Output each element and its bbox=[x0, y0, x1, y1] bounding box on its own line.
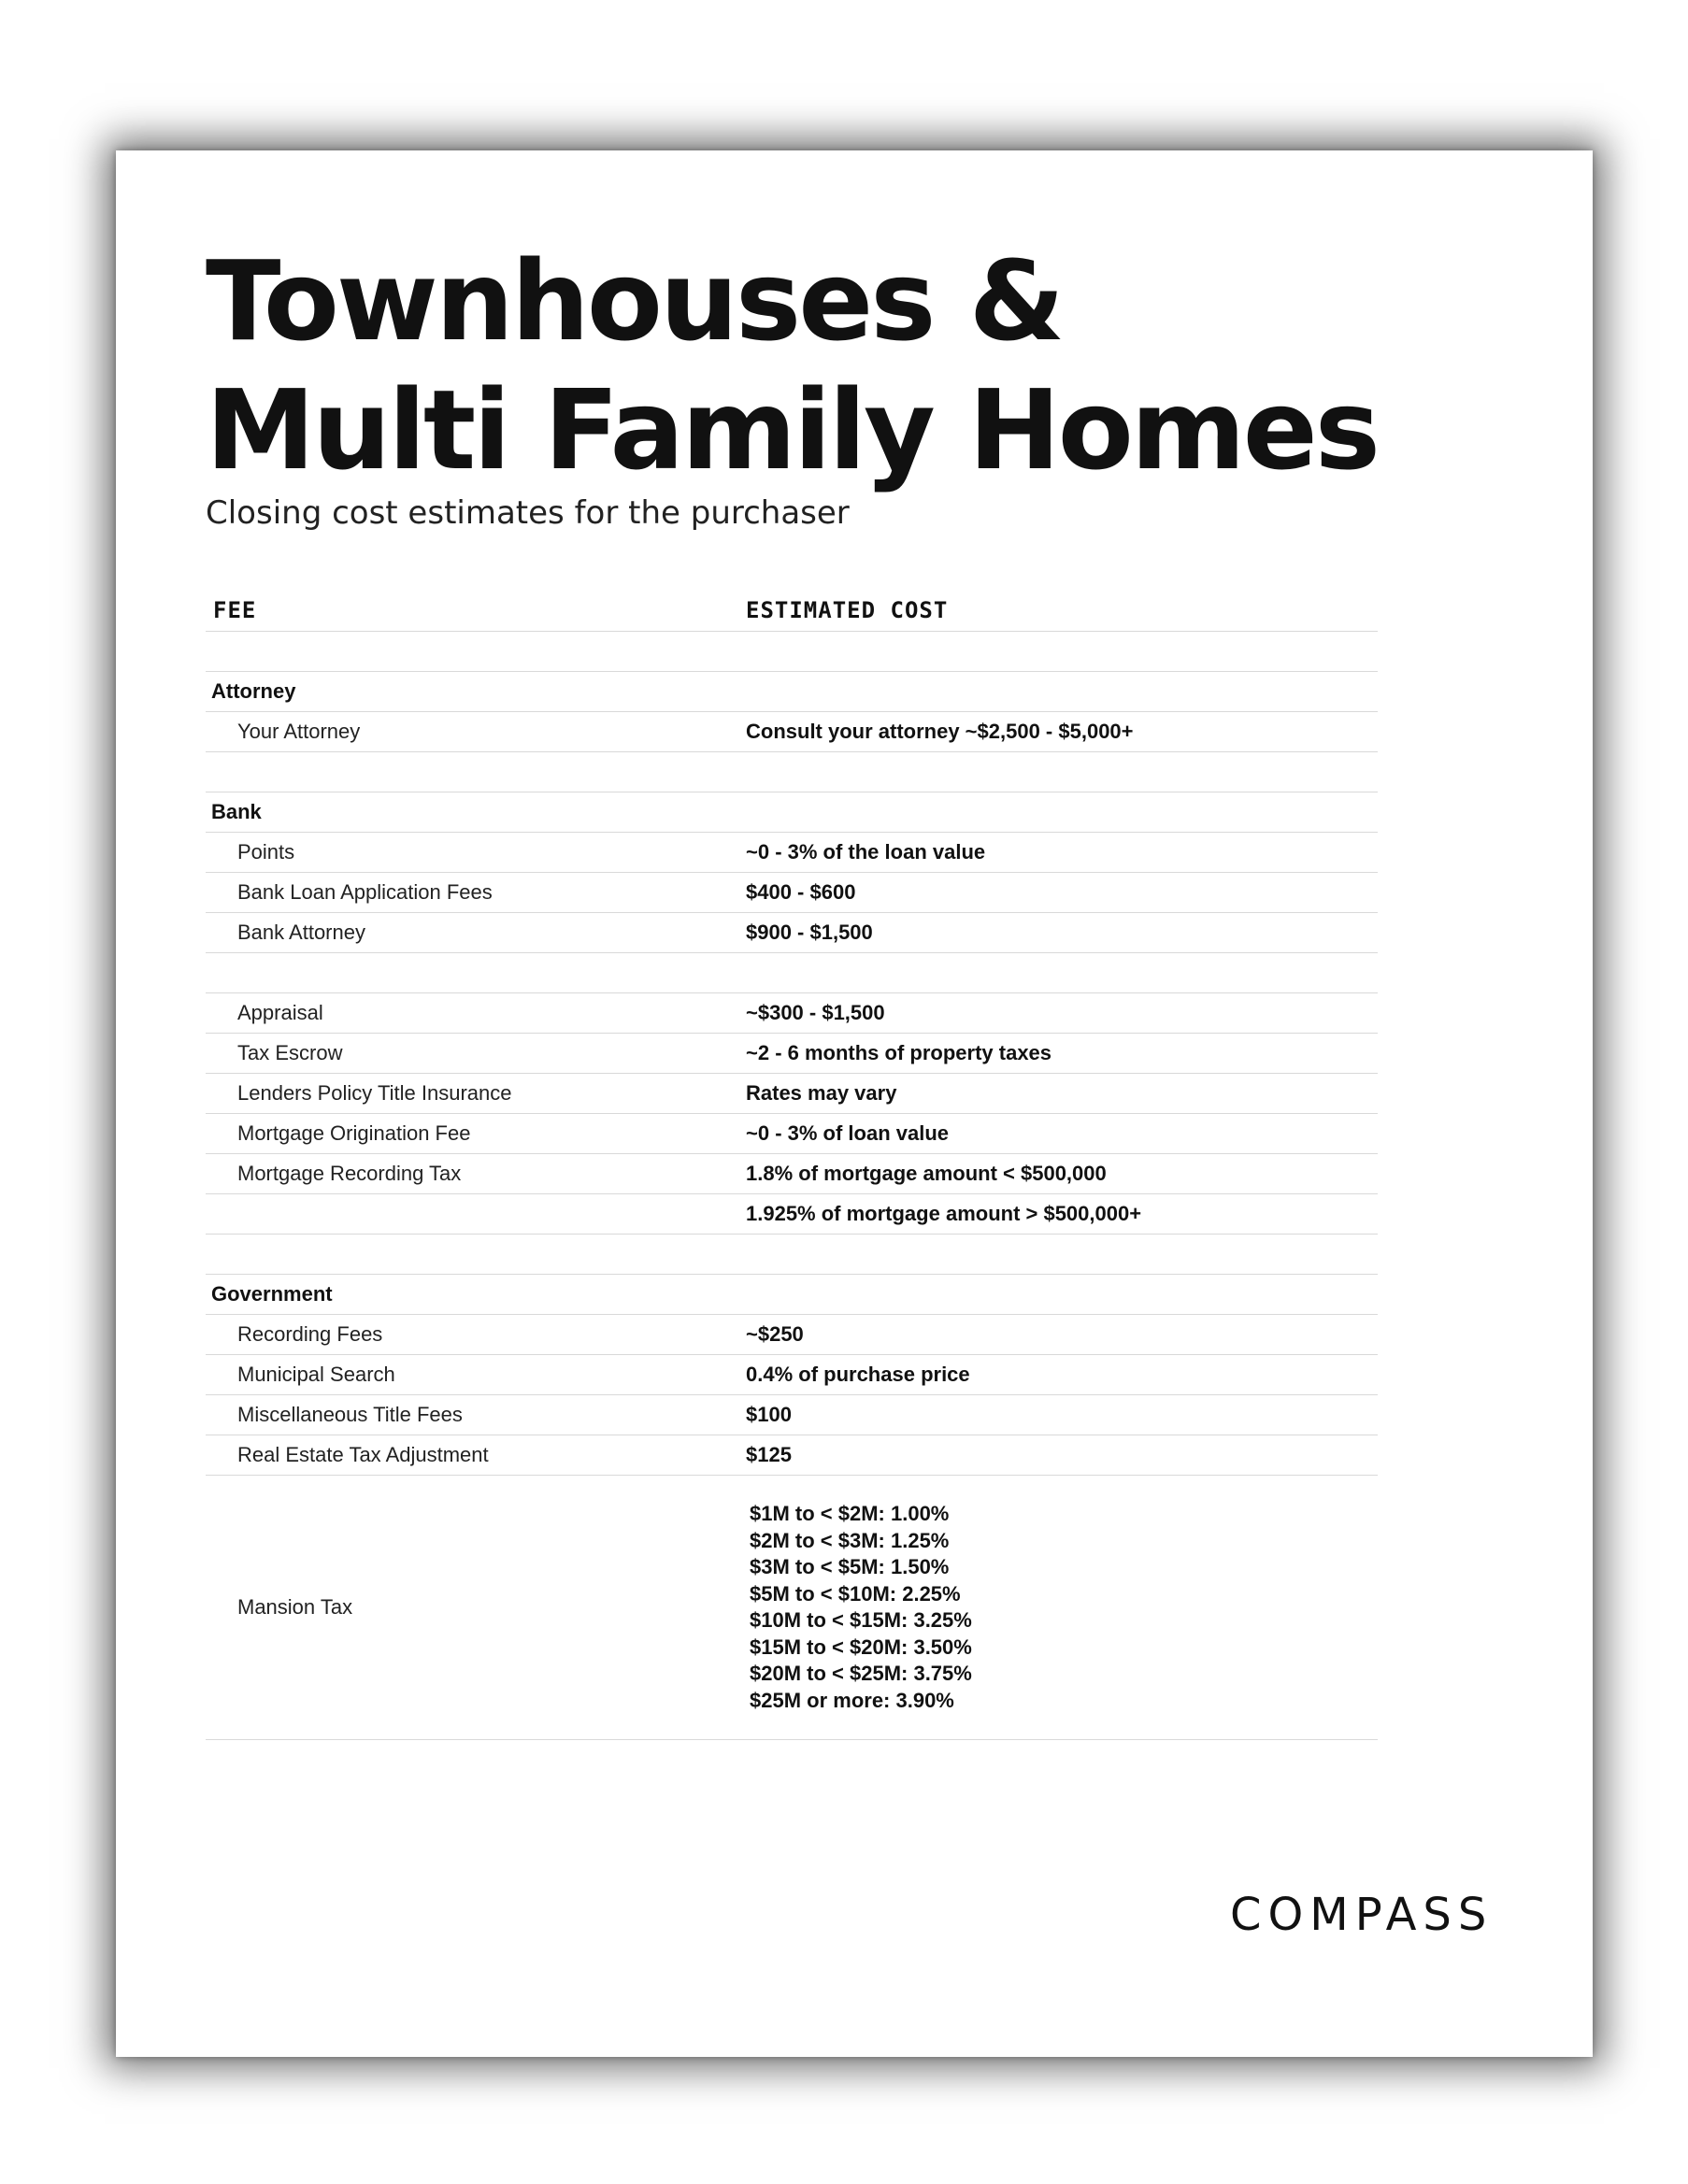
table-row bbox=[206, 1194, 1378, 1235]
fee-column-header: FEE bbox=[213, 597, 257, 623]
mansion-tax-tier: $3M to < $5M: 1.50% bbox=[750, 1555, 950, 1578]
table-header bbox=[206, 590, 1378, 632]
section-row-bank bbox=[206, 792, 1378, 833]
fee-label: Municipal Search bbox=[237, 1363, 395, 1386]
document-page bbox=[116, 150, 1593, 2057]
mansion-tax-tiers bbox=[746, 1501, 972, 1714]
page-subtitle: Closing cost estimates for the purchaser bbox=[206, 494, 850, 532]
mansion-tax-tier: $2M to < $3M: 1.25% bbox=[750, 1528, 950, 1552]
fee-label: Bank Loan Application Fees bbox=[237, 880, 493, 904]
cost-value: $125 bbox=[746, 1443, 792, 1466]
table-row bbox=[206, 1034, 1378, 1074]
cost-value: 0.4% of purchase price bbox=[746, 1363, 970, 1386]
mansion-tax-tier: $5M to < $10M: 2.25% bbox=[750, 1581, 961, 1606]
table-spacer-row bbox=[206, 1235, 1378, 1275]
cost-value: Rates may vary bbox=[746, 1081, 897, 1105]
cost-value: ~$300 - $1,500 bbox=[746, 1001, 885, 1024]
cost-value: Consult your attorney ~$2,500 - $5,000+ bbox=[746, 720, 1134, 743]
cost-value: ~0 - 3% of the loan value bbox=[746, 840, 986, 864]
table-row bbox=[206, 873, 1378, 913]
cost-value: 1.925% of mortgage amount > $500,000+ bbox=[746, 1202, 1142, 1225]
fee-label: Real Estate Tax Adjustment bbox=[237, 1443, 489, 1466]
page-title-line-1: Townhouses & bbox=[206, 236, 1063, 365]
table-row bbox=[206, 1114, 1378, 1154]
fee-label: Mortgage Origination Fee bbox=[237, 1121, 471, 1145]
cost-value: $100 bbox=[746, 1403, 792, 1426]
fee-label: Recording Fees bbox=[237, 1322, 383, 1346]
closing-cost-table bbox=[206, 590, 1378, 1740]
section-label: Bank bbox=[211, 800, 262, 823]
table-row-mansion-tax bbox=[206, 1476, 1378, 1740]
mansion-tax-tier: $15M to < $20M: 3.50% bbox=[750, 1634, 972, 1659]
cost-value: ~2 - 6 months of property taxes bbox=[746, 1041, 1052, 1064]
fee-label: Mortgage Recording Tax bbox=[237, 1162, 462, 1185]
page-title-line-2: Multi Family Homes bbox=[206, 365, 1379, 494]
fee-label: Lenders Policy Title Insurance bbox=[237, 1081, 512, 1105]
fee-label: Miscellaneous Title Fees bbox=[237, 1403, 463, 1426]
table-row bbox=[206, 1315, 1378, 1355]
table-spacer-row bbox=[206, 752, 1378, 792]
mansion-tax-tier: $10M to < $15M: 3.25% bbox=[750, 1608, 972, 1632]
table-row bbox=[206, 1435, 1378, 1476]
table-row bbox=[206, 1355, 1378, 1395]
table-row bbox=[206, 1395, 1378, 1435]
mansion-tax-tier: $1M to < $2M: 1.00% bbox=[750, 1502, 950, 1525]
cost-value: $900 - $1,500 bbox=[746, 921, 873, 944]
table-row bbox=[206, 712, 1378, 752]
fee-label: Points bbox=[237, 840, 295, 864]
table-row bbox=[206, 1074, 1378, 1114]
mansion-tax-tier: $20M to < $25M: 3.75% bbox=[750, 1662, 972, 1685]
section-label: Government bbox=[211, 1282, 333, 1306]
table-row bbox=[206, 913, 1378, 953]
section-label: Attorney bbox=[211, 679, 296, 703]
cost-value: $400 - $600 bbox=[746, 880, 856, 904]
fee-label: Appraisal bbox=[237, 1001, 323, 1024]
section-row-government bbox=[206, 1275, 1378, 1315]
section-row-attorney bbox=[206, 672, 1378, 712]
table-row bbox=[206, 993, 1378, 1034]
cost-column-header: ESTIMATED COST bbox=[746, 597, 949, 623]
fee-label: Your Attorney bbox=[237, 720, 361, 743]
table-row bbox=[206, 833, 1378, 873]
fee-label: Mansion Tax bbox=[237, 1595, 353, 1619]
cost-value: ~$250 bbox=[746, 1322, 804, 1346]
cost-value: ~0 - 3% of loan value bbox=[746, 1121, 950, 1145]
table-spacer-row bbox=[206, 632, 1378, 672]
table-spacer-row bbox=[206, 953, 1378, 993]
fee-label: Tax Escrow bbox=[237, 1041, 343, 1064]
page-title bbox=[206, 236, 1378, 494]
cost-value: 1.8% of mortgage amount < $500,000 bbox=[746, 1162, 1107, 1185]
compass-logo: COMPASS bbox=[1230, 1889, 1494, 1941]
table-row bbox=[206, 1154, 1378, 1194]
fee-label: Bank Attorney bbox=[237, 921, 365, 944]
mansion-tax-tier: $25M or more: 3.90% bbox=[750, 1688, 954, 1712]
